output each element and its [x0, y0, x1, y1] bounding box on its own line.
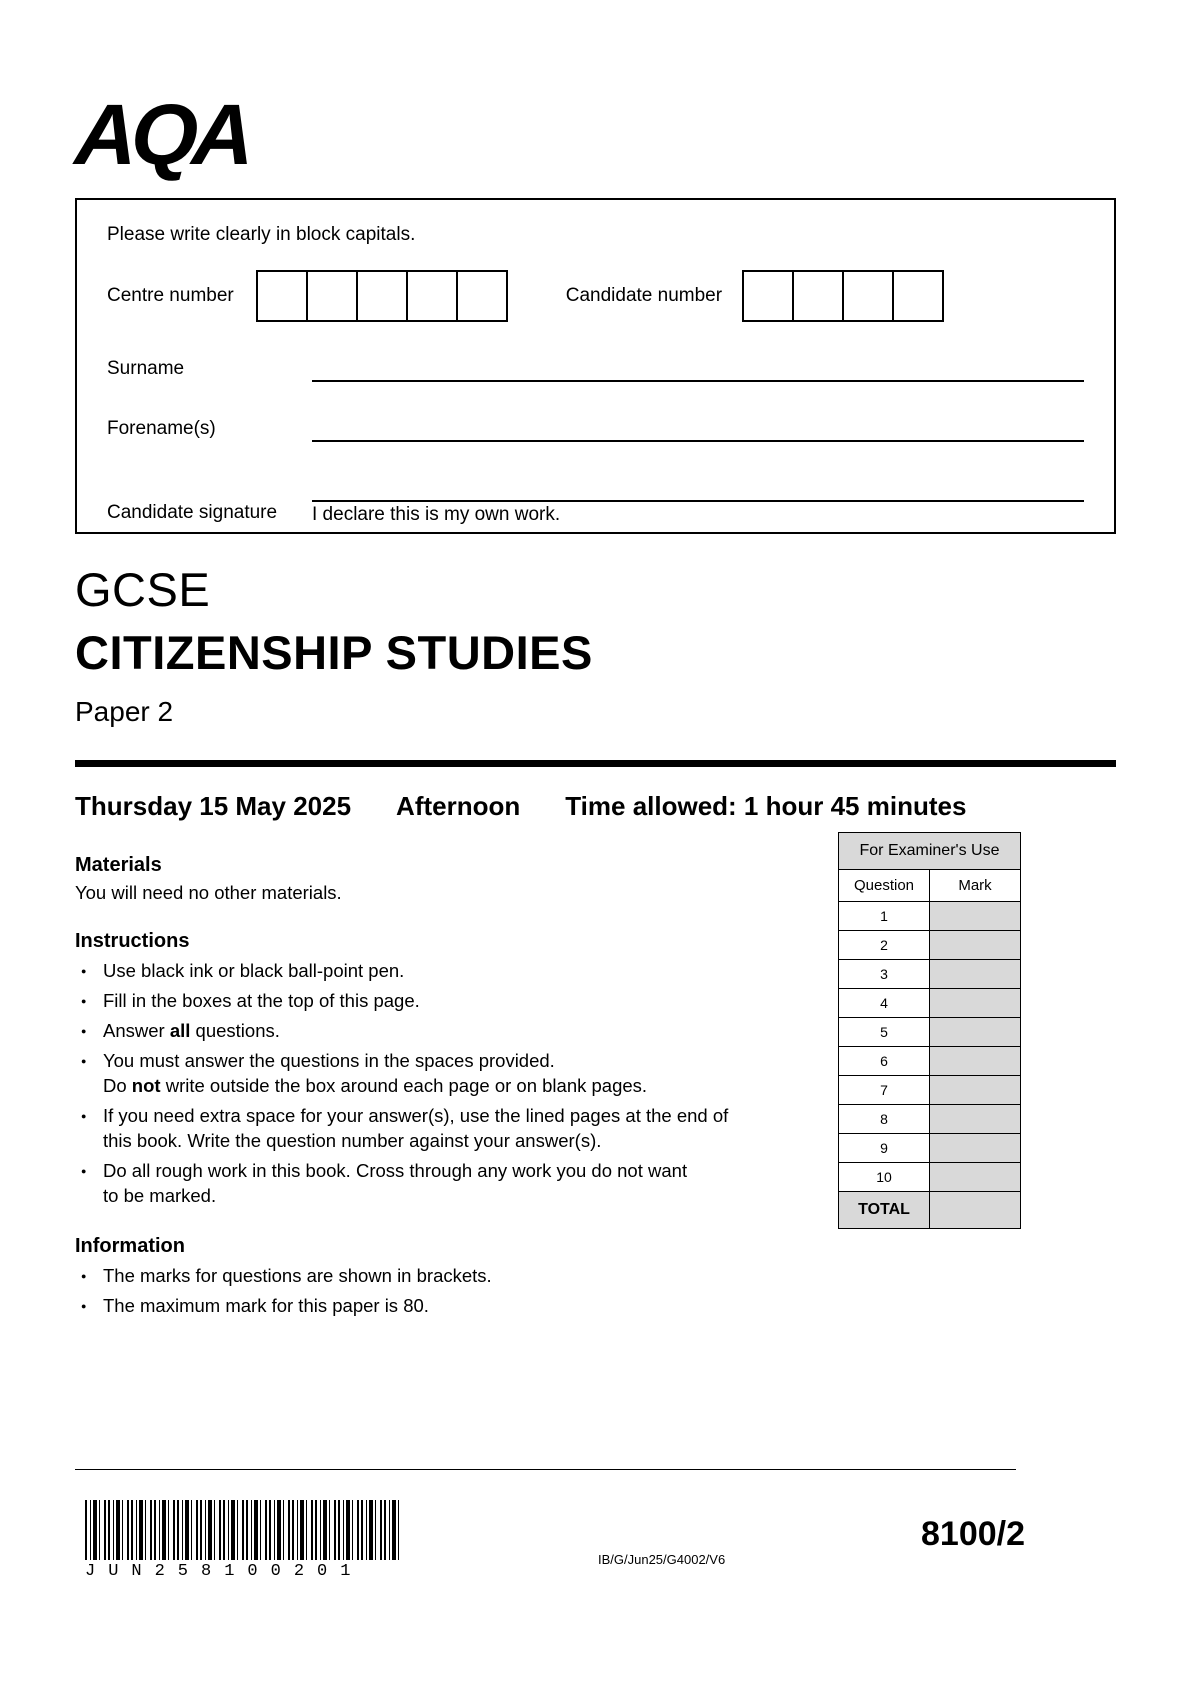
question-number-cell: 2 — [839, 931, 930, 960]
materials-heading: Materials — [75, 854, 162, 876]
barcode-image — [85, 1500, 403, 1560]
centre-number-label: Centre number — [107, 285, 234, 306]
candidate-number-cell[interactable] — [892, 270, 944, 322]
paper-code: 8100/2 — [921, 1515, 1025, 1553]
instruction-item: ● If you need extra space for your answer(s), use the lined pages at the end of this book. Write the question number against your answer(s). — [75, 1104, 840, 1154]
candidate-number-cell[interactable] — [742, 270, 794, 322]
information-item: ● The marks for questions are shown in brackets. — [75, 1264, 840, 1289]
examiner-use-table — [838, 832, 1021, 1229]
instructions-heading: Instructions — [75, 930, 190, 952]
candidate-details-box — [75, 198, 1116, 534]
surname-label: Surname — [107, 358, 185, 379]
candidate-number-cell[interactable] — [792, 270, 844, 322]
examiner-table-row — [839, 1047, 1021, 1076]
mark-cell — [930, 902, 1021, 931]
surname-row — [107, 356, 1084, 382]
examiner-table-row — [839, 902, 1021, 931]
total-label: TOTAL — [839, 1192, 930, 1229]
session-line — [75, 791, 1116, 822]
question-number-cell: 6 — [839, 1047, 930, 1076]
examiner-table-row — [839, 989, 1021, 1018]
question-column-header: Question — [839, 870, 930, 902]
instruction-item: ● Use black ink or black ball-point pen. — [75, 959, 840, 984]
footer-divider-rule — [75, 1469, 1016, 1470]
signature-input[interactable] — [312, 476, 1084, 502]
total-mark-cell — [930, 1192, 1021, 1229]
subject-title: CITIZENSHIP STUDIES — [75, 626, 593, 679]
total-row — [839, 1192, 1021, 1229]
question-number-cell: 8 — [839, 1105, 930, 1134]
instruction-item: ● You must answer the questions in the spaces provided. Do not write outside the box around each page or on blank pages. — [75, 1049, 840, 1099]
question-number-cell: 10 — [839, 1163, 930, 1192]
information-list — [75, 1264, 840, 1319]
instruction-item: ● Fill in the boxes at the top of this page. — [75, 989, 840, 1014]
mark-cell — [930, 1134, 1021, 1163]
forenames-input[interactable] — [312, 416, 1084, 442]
materials-text: You will need no other materials. — [75, 882, 342, 903]
examiner-table-row — [839, 960, 1021, 989]
mark-cell — [930, 1018, 1021, 1047]
signature-label: Candidate signature — [107, 502, 278, 523]
main-text-column — [75, 854, 840, 1319]
centre-number-cell[interactable] — [256, 270, 308, 322]
examiner-table-row — [839, 1105, 1021, 1134]
question-number-cell: 4 — [839, 989, 930, 1018]
examiner-table-row — [839, 1018, 1021, 1047]
paper-title-block — [75, 562, 1116, 728]
examiner-table-row — [839, 931, 1021, 960]
centre-number-cell[interactable] — [406, 270, 458, 322]
examiner-table-row — [839, 1134, 1021, 1163]
examiner-table-row — [839, 1163, 1021, 1192]
mark-cell — [930, 1076, 1021, 1105]
mark-cell — [930, 931, 1021, 960]
number-entry-row — [107, 270, 1084, 322]
question-number-cell: 9 — [839, 1134, 930, 1163]
question-number-cell: 3 — [839, 960, 930, 989]
instruction-item: ● Answer all questions. — [75, 1019, 840, 1044]
exam-period: Afternoon — [396, 791, 521, 821]
declaration-text: I declare this is my own work. — [312, 504, 561, 525]
surname-input[interactable] — [312, 356, 1084, 382]
centre-number-cell[interactable] — [356, 270, 408, 322]
mark-column-header: Mark — [930, 870, 1021, 902]
paper-reference-code: IB/G/Jun25/G4002/V6 — [598, 1552, 726, 1567]
title-divider-rule — [75, 760, 1116, 767]
centre-number-cell[interactable] — [456, 270, 508, 322]
mark-cell — [930, 1105, 1021, 1134]
block-capitals-instruction: Please write clearly in block capitals. — [107, 224, 416, 245]
mark-cell — [930, 989, 1021, 1018]
mark-cell — [930, 960, 1021, 989]
question-number-cell: 5 — [839, 1018, 930, 1047]
forenames-label: Forename(s) — [107, 418, 216, 439]
candidate-number-input[interactable] — [742, 270, 944, 322]
mark-cell — [930, 1163, 1021, 1192]
information-heading: Information — [75, 1234, 185, 1257]
instructions-list — [75, 959, 840, 1209]
time-allowed: Time allowed: 1 hour 45 minutes — [565, 791, 967, 821]
information-item: ● The maximum mark for this paper is 80. — [75, 1294, 840, 1319]
examiner-table-title: For Examiner's Use — [838, 832, 1021, 870]
qualification-title: GCSE — [75, 563, 211, 616]
centre-number-cell[interactable] — [306, 270, 358, 322]
forenames-row — [107, 416, 1084, 442]
instruction-item: ● Do all rough work in this book. Cross through any work you do not want to be marked. — [75, 1159, 840, 1209]
exam-date: Thursday 15 May 2025 — [75, 791, 352, 821]
mark-cell — [930, 1047, 1021, 1076]
examiner-table-row — [839, 1076, 1021, 1105]
candidate-number-cell[interactable] — [842, 270, 894, 322]
question-number-cell: 7 — [839, 1076, 930, 1105]
paper-number: Paper 2 — [75, 696, 174, 727]
question-number-cell: 1 — [839, 902, 930, 931]
centre-number-input[interactable] — [256, 270, 508, 322]
signature-row — [107, 476, 1084, 526]
barcode-text: JUN258100201 — [85, 1562, 364, 1581]
candidate-number-label: Candidate number — [565, 285, 723, 306]
aqa-logo: AQA — [73, 87, 250, 183]
